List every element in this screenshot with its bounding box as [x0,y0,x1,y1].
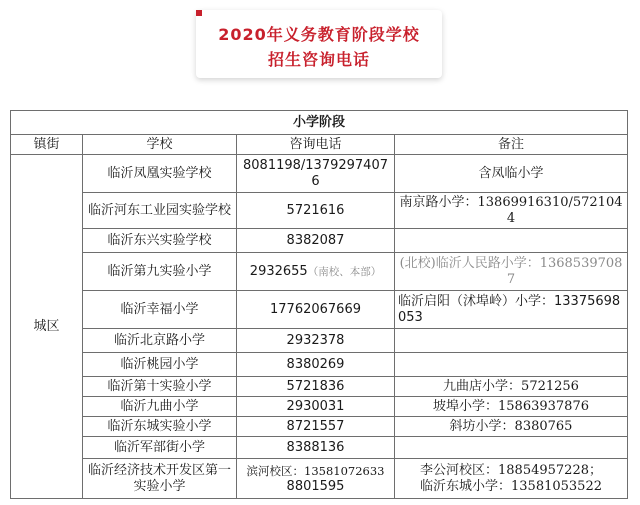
column-header-school: 学校 [83,135,237,155]
header-title-line1: 2020年义务教育阶段学校 [218,25,420,44]
school-cell: 临沂河东工业园实验学校 [83,193,237,229]
column-header-district: 镇街 [11,135,83,155]
phone-cell: 8382087 [237,229,395,253]
table-row [11,397,628,417]
note-cell: 坡埠小学：15863937876 [395,397,628,417]
note-cell [395,329,628,353]
phone-cell: 5721616 [237,193,395,229]
school-cell: 临沂东城实验小学 [83,417,237,437]
header-title-line2: 招生咨询电话 [267,50,370,69]
school-cell: 临沂九曲小学 [83,397,237,417]
note-cell [395,459,628,499]
note-cell [395,437,628,459]
table-row [11,459,628,499]
column-header-note: 备注 [395,135,628,155]
phone-cell: 8388136 [237,437,395,459]
school-cell: 临沂桃园小学 [83,353,237,377]
school-cell: 临沂凤凰实验学校 [83,155,237,193]
phone-cell: 17762067669 [237,291,395,329]
phone-cell: 5721836 [237,377,395,397]
table-header-row [11,135,628,155]
phone-line1: 滨河校区：13581072633 [246,463,385,478]
section-title: 小学阶段 [11,111,628,135]
note-line1: 李公河校区：18854957228； [420,462,602,478]
note-cell: 南京路小学：13869916310/5721044 [395,193,628,229]
school-cell: 临沂第十实验小学 [83,377,237,397]
school-cell: 临沂军部街小学 [83,437,237,459]
phone-cell [237,459,395,499]
note-cell: 九曲店小学：5721256 [395,377,628,397]
phone-cell: 2930031 [237,397,395,417]
district-cell: 城区 [11,155,83,499]
note-cell [395,229,628,253]
phone-cell: 8380269 [237,353,395,377]
note-cell: 含凤临小学 [395,155,628,193]
phone-cell: 8081198/13792974076 [237,155,395,193]
note-cell [395,253,628,291]
table-row [11,229,628,253]
phone-number: 2932655 [249,263,308,279]
school-cell: 临沂经济技术开发区第一实验小学 [83,459,237,499]
table-row [11,193,628,229]
phone-cell [237,253,395,291]
table-row [11,437,628,459]
school-cell: 临沂第九实验小学 [83,253,237,291]
table-row [11,155,628,193]
phone-cell: 2932378 [237,329,395,353]
table-row [11,253,628,291]
note-cell [395,353,628,377]
school-cell: 临沂北京路小学 [83,329,237,353]
school-cell: 临沂幸福小学 [83,291,237,329]
note-line2: 临沂东城小学：13581053522 [420,478,602,494]
header-accent-mark [196,10,202,16]
note-cell: 斜坊小学：8380765 [395,417,628,437]
note-cell: 临沂启阳（沭埠岭）小学：13375698053 [395,291,628,329]
column-header-phone: 咨询电话 [237,135,395,155]
phone-note: （南校、本部） [307,265,382,278]
phone-cell: 8721557 [237,417,395,437]
header-card [196,10,442,78]
table-row [11,291,628,329]
table-row [11,417,628,437]
table-row [11,353,628,377]
table-row [11,377,628,397]
table-row [11,329,628,353]
phone-line2: 8801595 [286,478,345,494]
note-text: 临沂人民路小学：13685397087 [435,255,623,287]
table-title-row [11,111,628,135]
note-prefix: (北校) [399,255,436,271]
enrollment-table [10,110,628,499]
school-cell: 临沂东兴实验学校 [83,229,237,253]
